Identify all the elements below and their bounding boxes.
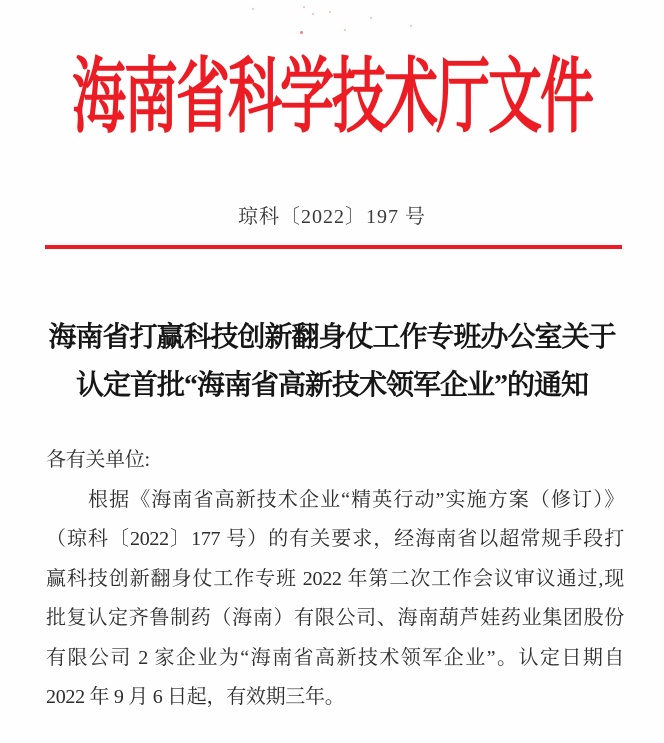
scan-speckle — [300, 31, 303, 34]
document-title — [18, 314, 646, 410]
red-divider-line — [45, 245, 622, 249]
scan-speckle — [344, 29, 346, 31]
scan-speckle — [252, 8, 254, 10]
document-title-line-2: 认定首批“海南省高新技术领军企业”的通知 — [75, 370, 588, 401]
paragraph-line-last: 2022 年 9 月 6 日起，有效期三年。 — [46, 686, 345, 708]
salutation: 各有关单位: — [46, 449, 150, 471]
agency-header: 海南省科学技术厅文件 — [72, 51, 592, 143]
scan-speckle — [329, 11, 331, 13]
paragraph-line: 赢科技创新翻身仗工作专班 2022 年第二次工作会议审议通过,现 — [46, 567, 624, 590]
scan-speckle — [303, 6, 305, 8]
paragraph-line: 根据《海南省高新技术企业“精英行动”实施方案（修订）》 — [88, 488, 624, 511]
scan-speckle — [370, 17, 372, 19]
scan-speckle — [410, 25, 412, 27]
paragraph-line: 批复认定齐鲁制药（海南）有限公司、海南葫芦娃药业集团股份 — [46, 607, 624, 629]
document-body — [46, 441, 624, 718]
doc-number: 琼科〔2022〕197 号 — [238, 206, 426, 228]
paragraph-line: 有限公司 2 家企业为“海南省高新技术领军企业”。认定日期自 — [46, 646, 624, 669]
scan-speckle — [312, 13, 314, 15]
document-title-line-1: 海南省打赢科技创新翻身仗工作专班办公室关于 — [48, 322, 616, 353]
paragraph-line: （琼科〔2022〕177 号）的有关要求，经海南省以超常规手段打 — [46, 528, 624, 550]
